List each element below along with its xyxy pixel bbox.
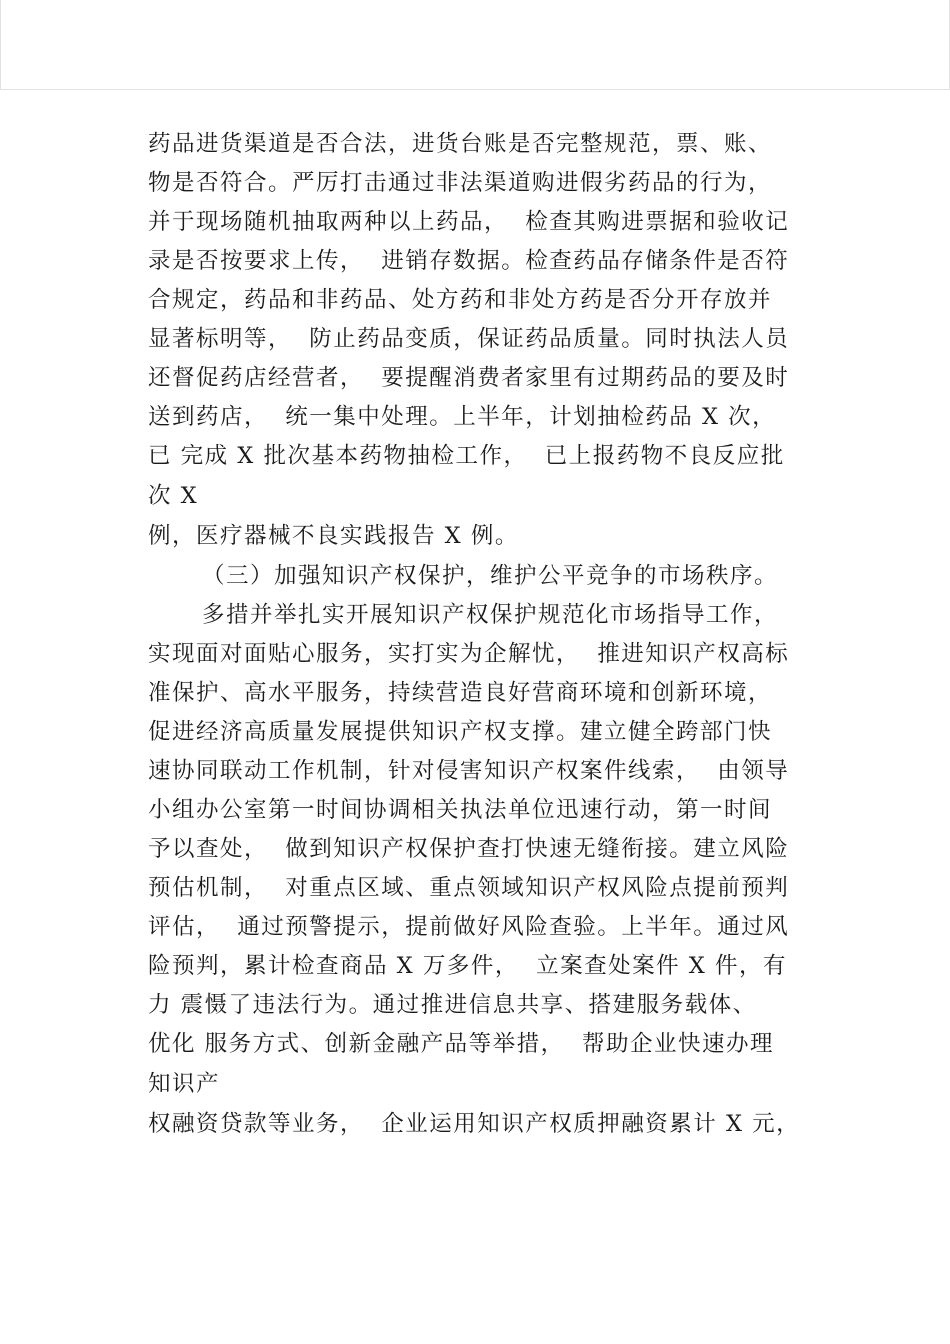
- text-line: 药品进货渠道是否合法，进货台账是否完整规范，票、账、: [148, 131, 773, 157]
- text-line: 并于现场随机抽取两种以上药品， 检查其购进票据和验收记: [148, 209, 790, 235]
- text-line: 送到药店， 统一集中处理。上半年，计划抽检药品 X 次，: [148, 404, 777, 430]
- text-line: 合规定，药品和非药品、处方药和非处方药是否分开存放并: [148, 287, 773, 313]
- text-line: 多措并举扎实开展知识产权保护规范化市场指导工作，: [202, 602, 779, 628]
- text-line: 速协同联动工作机制，针对侵害知识产权案件线索， 由领导: [148, 758, 790, 784]
- text-line: 已 完成 X 批次基本药物抽检工作， 已上报药物不良反应批: [148, 443, 785, 469]
- text-line: 次 X: [148, 483, 199, 509]
- text-line: 力 震慑了违法行为。通过推进信息共享、搭建服务载体、: [148, 992, 757, 1018]
- paragraph-drug-inspection: [148, 125, 828, 556]
- text-line: 物是否符合。严厉打击通过非法渠道购进假劣药品的行为，: [148, 170, 773, 196]
- page-header-band: [0, 0, 950, 90]
- text-line: 优化 服务方式、创新金融产品等举措， 帮助企业快速办理: [148, 1031, 774, 1057]
- text-line: 险预判，累计检查商品 X 万多件， 立案查处案件 X 件，有: [148, 953, 787, 979]
- text-line: 知识产: [148, 1071, 221, 1097]
- text-line: 予以查处， 做到知识产权保护查打快速无缝衔接。建立风险: [148, 836, 790, 862]
- text-line: 小组办公室第一时间协调相关执法单位迅速行动，第一时间: [148, 797, 773, 823]
- text-line: 评估， 通过预警提示，提前做好风险查验。上半年。通过风: [148, 914, 790, 940]
- text-line: 权融资贷款等业务， 企业运用知识产权质押融资累计 X 元，: [148, 1111, 801, 1137]
- paragraph-ip-protection: [148, 596, 828, 1144]
- text-line: 例，医疗器械不良实践报告 X 例。: [148, 523, 519, 549]
- text-line: 录是否按要求上传， 进销存数据。检查药品存储条件是否符: [148, 248, 790, 274]
- document-body: [148, 125, 828, 1144]
- text-line: 显著标明等， 防止药品变质，保证药品质量。同时执法人员: [148, 326, 790, 352]
- text-line: 促进经济高质量发展提供知识产权支撑。建立健全跨部门快: [148, 719, 773, 745]
- section-heading: （三）加强知识产权保护，维护公平竞争的市场秩序。: [202, 563, 779, 589]
- text-line: 准保护、高水平服务，持续营造良好营商环境和创新环境，: [148, 680, 773, 706]
- text-line: 实现面对面贴心服务，实打实为企解忧， 推进知识产权高标: [148, 641, 790, 667]
- text-line: 预估机制， 对重点区域、重点领域知识产权风险点提前预判: [148, 875, 790, 901]
- text-line: 还督促药店经营者， 要提醒消费者家里有过期药品的要及时: [148, 365, 790, 391]
